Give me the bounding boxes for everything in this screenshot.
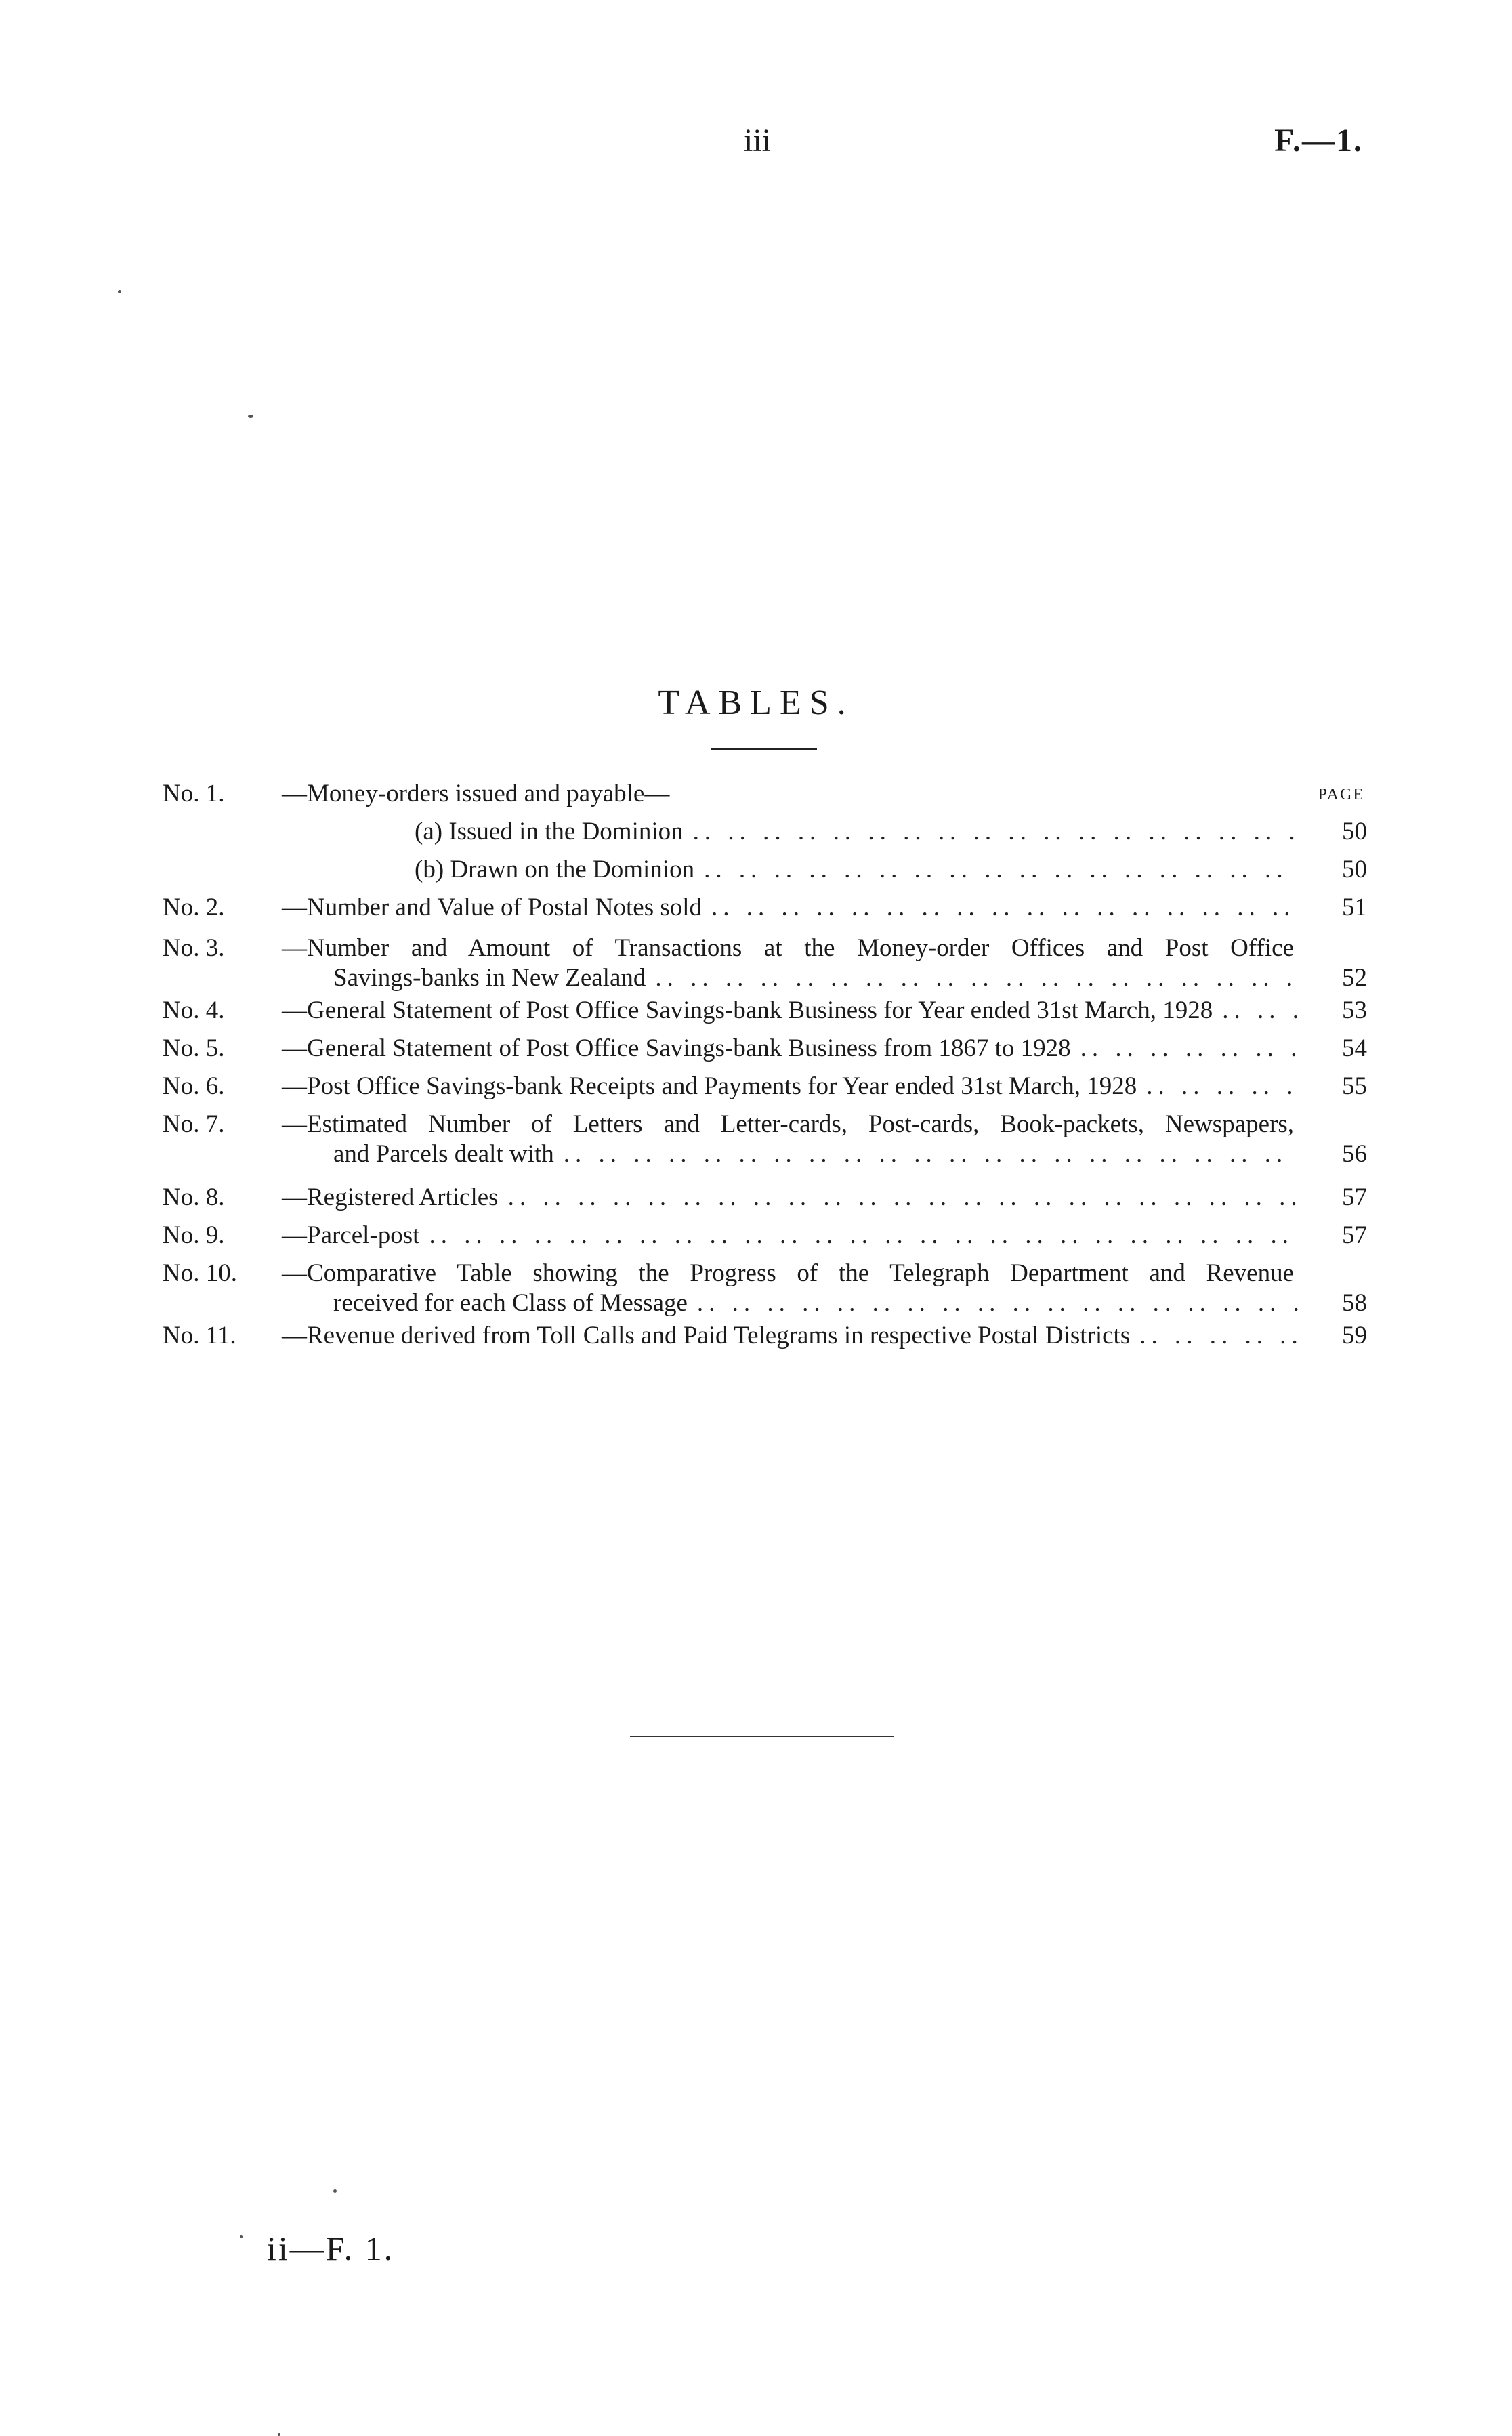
toc-entry-number: No. 7. xyxy=(163,1110,225,1138)
dot-leader xyxy=(693,817,1299,847)
dot-leader xyxy=(1222,996,1299,1026)
toc-entry-line xyxy=(282,1288,1367,1318)
toc-entry-page: 57 xyxy=(1342,1221,1367,1249)
toc-entry xyxy=(163,893,1367,923)
toc-entry-number: No. 4. xyxy=(163,996,225,1024)
toc-entry-body xyxy=(282,855,1367,885)
toc-entry-line xyxy=(282,1221,1367,1251)
toc-entry-page: 59 xyxy=(1342,1322,1367,1349)
toc-entry-number: No. 6. xyxy=(163,1072,225,1100)
toc-entry-line xyxy=(282,1139,1367,1169)
toc-entry-title: (a) Issued in the Dominion xyxy=(415,818,684,845)
scan-speck xyxy=(278,2433,280,2436)
toc-entry-page: 55 xyxy=(1342,1072,1367,1100)
toc-entry xyxy=(163,855,1367,885)
toc-entry-title: —Revenue derived from Toll Calls and Paid Telegrams in respective Postal Districts xyxy=(282,1322,1131,1349)
dot-leader xyxy=(697,1288,1299,1318)
toc-entry xyxy=(163,1034,1367,1064)
toc-entry-body xyxy=(282,817,1367,847)
toc-entry-title: —General Statement of Post Office Savings-bank Business from 1867 to 1928 xyxy=(282,1034,1071,1062)
toc-entry-body xyxy=(282,996,1367,1026)
toc-entry-number: No. 1. xyxy=(163,780,225,807)
toc-entry xyxy=(163,1321,1367,1351)
scan-speck xyxy=(333,2189,337,2193)
end-rule xyxy=(630,1736,894,1737)
toc-entry-number: No. 10. xyxy=(163,1259,237,1287)
toc-entry-body xyxy=(282,933,1367,993)
toc-entry-line xyxy=(282,1034,1367,1064)
dot-leader xyxy=(564,1139,1299,1169)
page-column-label: PAGE xyxy=(1318,786,1364,803)
toc-entry-title: —Money-orders issued and payable— xyxy=(282,780,670,807)
toc-entry-title: —Estimated Number of Letters and Letter-cards, Post-cards, Book-packets, Newspapers, xyxy=(282,1110,1294,1138)
scan-speck xyxy=(248,415,253,418)
toc-entry-number: No. 2. xyxy=(163,894,225,921)
toc-entry-line xyxy=(282,1321,1367,1351)
dot-leader xyxy=(711,893,1299,923)
toc-entry-page: 54 xyxy=(1342,1034,1367,1062)
toc-entry-page: 50 xyxy=(1342,856,1367,883)
toc-entry xyxy=(163,996,1367,1026)
toc-entry-page: 52 xyxy=(1342,964,1367,992)
dot-leader xyxy=(1146,1072,1299,1101)
toc-entry-body xyxy=(282,779,1367,809)
toc-entry xyxy=(163,1259,1367,1318)
toc-entry-page: 57 xyxy=(1342,1183,1367,1211)
toc-entry-title: —Comparative Table showing the Progress of the Telegraph Department and Revenue xyxy=(282,1259,1294,1287)
toc-entry-page: 50 xyxy=(1342,818,1367,845)
toc-entry-body xyxy=(282,1221,1367,1251)
toc-entry-title: —Number and Amount of Transactions at the Money-order Offices and Post Office xyxy=(282,934,1294,962)
toc-entry-line xyxy=(282,996,1367,1026)
dot-leader xyxy=(508,1183,1299,1213)
toc-entry-body xyxy=(282,1321,1367,1351)
toc-entry-body xyxy=(282,1110,1367,1169)
toc-entry xyxy=(163,1221,1367,1251)
toc-entry-page: 53 xyxy=(1342,996,1367,1024)
dot-leader xyxy=(429,1221,1299,1251)
toc-entry-page: 56 xyxy=(1342,1140,1367,1168)
toc-entry xyxy=(163,933,1367,993)
toc-entry-title: and Parcels dealt with xyxy=(333,1140,554,1168)
toc-entry-title: —General Statement of Post Office Savings-bank Business for Year ended 31st March, 1928 xyxy=(282,996,1213,1024)
toc-entry-title: —Parcel-post xyxy=(282,1221,420,1249)
toc-entry-body xyxy=(282,1183,1367,1213)
toc-entry-number: No. 11. xyxy=(163,1322,236,1349)
toc-entry-line xyxy=(282,1259,1367,1288)
toc-entry-line xyxy=(282,963,1367,993)
toc-entry-title: —Post Office Savings-bank Receipts and Payments for Year ended 31st March, 1928 xyxy=(282,1072,1137,1100)
toc-entry xyxy=(163,817,1367,847)
toc-entry-number: No. 8. xyxy=(163,1183,225,1211)
dot-leader xyxy=(1139,1321,1299,1351)
dot-leader xyxy=(1080,1034,1299,1064)
dot-leader xyxy=(655,963,1299,993)
toc-entry-number: No. 3. xyxy=(163,934,225,962)
toc-entry-body xyxy=(282,1259,1367,1318)
toc-entry xyxy=(163,1072,1367,1101)
signature-mark: ii—F. 1. xyxy=(267,2229,395,2267)
section-heading: TABLES. xyxy=(658,684,854,722)
toc-entry-title: received for each Class of Message xyxy=(333,1289,688,1317)
toc-entry-line xyxy=(282,893,1367,923)
dot-leader xyxy=(704,855,1299,885)
toc-entry-number: No. 9. xyxy=(163,1221,225,1249)
toc-entry-title: Savings-banks in New Zealand xyxy=(333,964,646,992)
toc-entry-title: (b) Drawn on the Dominion xyxy=(415,856,695,883)
page-number: iii xyxy=(744,123,772,159)
toc-entry-title: —Registered Articles xyxy=(282,1183,499,1211)
toc-entry-line xyxy=(282,1072,1367,1101)
toc-entry-title: —Number and Value of Postal Notes sold xyxy=(282,894,702,921)
series-reference: F.—1. xyxy=(1274,123,1363,159)
toc-entry-line xyxy=(282,855,1367,885)
toc-entry xyxy=(163,779,1367,809)
toc-entry-line xyxy=(282,1183,1367,1213)
toc-entry-line xyxy=(282,1110,1367,1139)
scan-speck xyxy=(118,290,121,293)
toc-entry xyxy=(163,1183,1367,1213)
toc-entry xyxy=(163,1110,1367,1169)
toc-entry-line xyxy=(282,817,1367,847)
toc-entry-body xyxy=(282,1034,1367,1064)
heading-rule xyxy=(711,748,817,750)
toc-entry-body xyxy=(282,1072,1367,1101)
toc-entry-line xyxy=(282,933,1367,963)
toc-entry-body xyxy=(282,893,1367,923)
toc-entry-page: 58 xyxy=(1342,1289,1367,1317)
toc-entry-number: No. 5. xyxy=(163,1034,225,1062)
scan-speck xyxy=(240,2235,243,2238)
toc-entry-page: 51 xyxy=(1342,894,1367,921)
toc-entry-line xyxy=(282,779,1367,809)
